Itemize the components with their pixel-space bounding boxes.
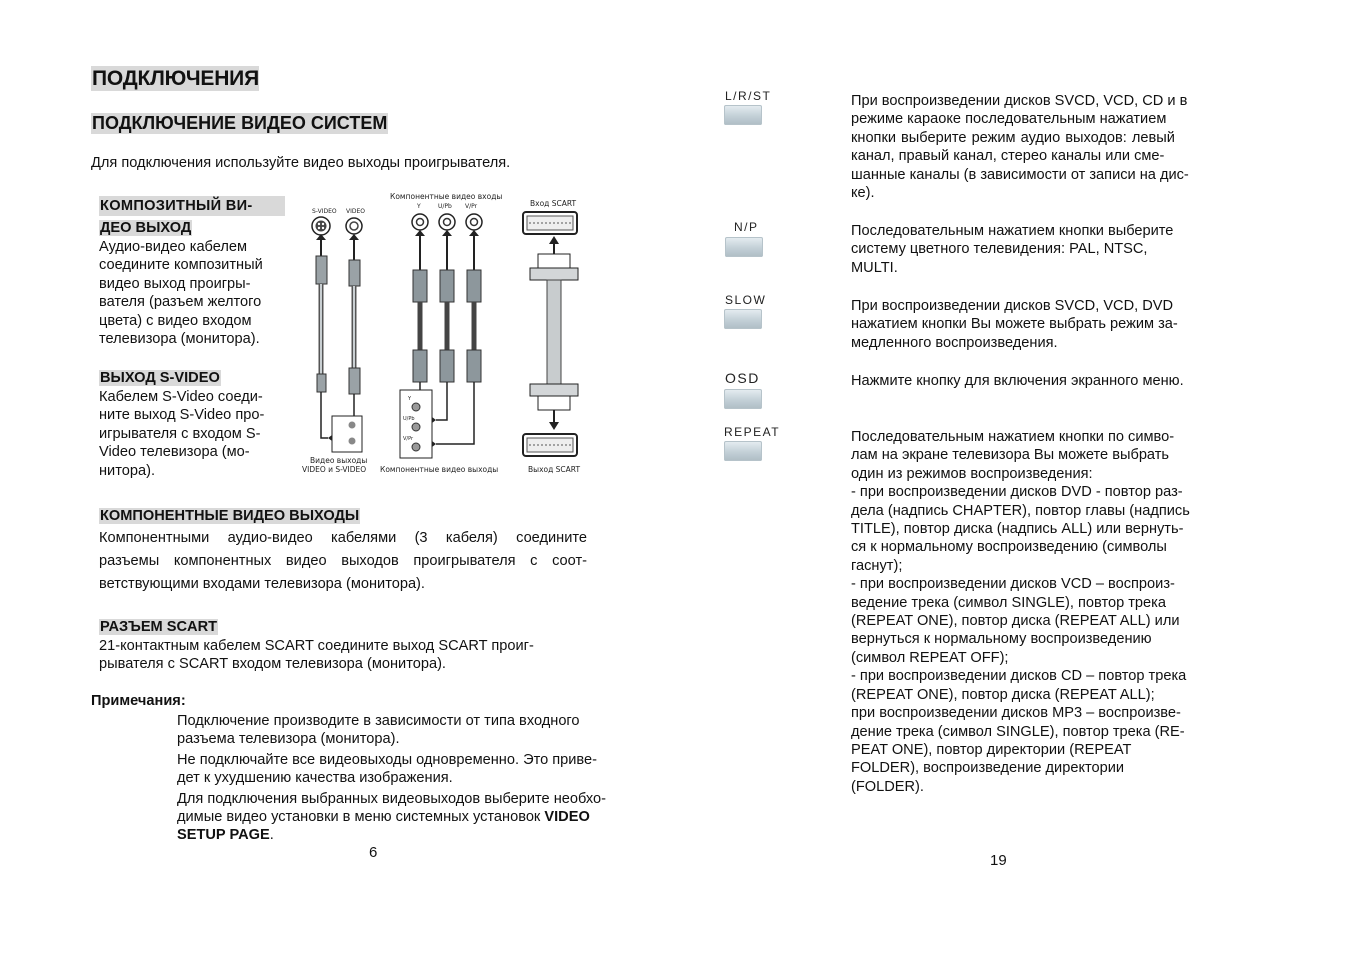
text-line: кнопки выберите режим аудио выходов: левый — [851, 129, 1175, 146]
osd-button-icon — [724, 389, 762, 409]
text-line: вернуться к нормальному воспроизведению — [851, 631, 1152, 648]
component-section — [99, 507, 587, 596]
text-line: (REPEAT ONE), повтор диска (REPEAT ALL) или — [851, 613, 1180, 630]
text-line: нитора). — [99, 462, 155, 479]
text-line: телевизора (монитора). — [99, 331, 260, 348]
composite-heading-line2: ДЕО ВЫХОД — [100, 220, 192, 236]
text-line: систему цветного телевидения: PAL, NTSC, — [851, 241, 1148, 258]
text-line: Последовательным нажатием кнопки выберите — [851, 223, 1174, 239]
text-line: нажатием кнопки Вы можете выбрать режим за- — [851, 316, 1178, 333]
component-text — [99, 527, 587, 596]
lrst-button-icon — [724, 105, 762, 125]
player-video-outputs — [328, 416, 362, 452]
notes-heading: Примечания: — [91, 693, 186, 709]
text-line — [177, 826, 657, 844]
notes-text — [177, 712, 657, 845]
component-inputs-label: Компонентные видео входы — [390, 192, 503, 201]
svideo-input-jack — [312, 217, 330, 235]
np-description — [851, 222, 1231, 277]
text-line-part: димые видео установки в меню системных установок — [177, 809, 541, 826]
text-line: шанные каналы (в зависимости от записи на дис- — [851, 166, 1189, 183]
slow-label: SLOW — [725, 293, 767, 307]
text-line: ветствующими входами телевизора (монитора). — [99, 576, 425, 592]
player-component-outputs — [400, 390, 436, 458]
text-line: гаснут); — [851, 557, 903, 574]
text-line: видео выход проигры- — [99, 275, 251, 292]
video-input-jack — [346, 218, 362, 234]
connection-diagram — [296, 188, 596, 480]
y-label-top: Y — [417, 203, 421, 210]
text-line: При воспроизведении дисков SVCD, VCD, CD и в — [851, 93, 1188, 109]
text-line: Аудио-видео кабелем — [99, 239, 248, 255]
component-input-jacks — [412, 214, 482, 230]
text-line: - при воспроизведении дисков CD – повтор трека — [851, 668, 1187, 685]
text-line: дение трека (символ SINGLE), повтор трека (RE- — [851, 723, 1185, 740]
text-line: ке). — [851, 185, 875, 202]
text-line: Не подключайте все видеовыходы одновременно. Это приве- — [177, 751, 597, 768]
text-line: При воспроизведении дисков SVCD, VCD, DVD — [851, 298, 1174, 314]
text-line: (символ REPEAT OFF); — [851, 649, 1009, 666]
svideo-text — [99, 388, 289, 480]
np-label: N/P — [734, 220, 759, 234]
text-line — [177, 808, 657, 826]
scart-text — [99, 637, 589, 674]
scart-section — [99, 618, 589, 674]
text-line: TITLE), повтор диска (надпись ALL) или вернуть- — [851, 521, 1184, 538]
text-line: соедините композитный — [99, 257, 263, 274]
video-cable — [349, 234, 360, 416]
text-line: цвета) с видео входом — [99, 312, 252, 329]
text-line: при воспроизведении дисков MP3 – воспроизве- — [851, 705, 1181, 722]
text-line: лам на экране телевизора Вы можете выбрать — [851, 447, 1170, 464]
upb-label-bottom: U/Pb — [403, 416, 415, 422]
composite-heading — [99, 196, 285, 216]
bold-term: VIDEO — [544, 809, 590, 826]
component-heading: КОМПОНЕНТНЫЕ ВИДЕО ВЫХОДЫ — [100, 508, 360, 524]
text-line: (FOLDER). — [851, 778, 924, 795]
scart-out-label: Выход SCART — [528, 465, 581, 474]
text-line: - при воспроизведении дисков VCD – воспроиз- — [851, 576, 1175, 593]
osd-description — [851, 372, 1231, 390]
text-line: Video телевизора (мо- — [99, 444, 250, 461]
page-number-right: 19 — [990, 852, 1007, 869]
text-line: 21-контактным кабелем SCART соедините выход SCART проиг- — [99, 638, 534, 654]
slow-button-icon — [724, 309, 762, 329]
y-label-bottom: Y — [408, 396, 412, 402]
scart-in-label: Вход SCART — [530, 199, 577, 208]
section-title: ПОДКЛЮЧЕНИЕ ВИДЕО СИСТЕМ — [92, 113, 388, 133]
lrst-description — [851, 92, 1231, 202]
intro-text: Для подключения используйте видео выходы проигрывателя. — [91, 155, 511, 171]
repeat-description — [851, 428, 1236, 796]
video-label: VIDEO — [346, 208, 366, 215]
text-line: Кабелем S-Video соеди- — [99, 389, 263, 405]
text-line: вателя (разъем желтого — [99, 294, 262, 311]
text-line: ся к нормальному воспроизведению (символы — [851, 539, 1167, 556]
text-line: один из режимов воспроизведения: — [851, 465, 1093, 482]
text-line: ните выход S-Video про- — [99, 407, 265, 424]
svideo-cable — [316, 234, 328, 438]
text-line: дела (надпись CHAPTER), повтор главы (надпись — [851, 502, 1190, 519]
text-line: FOLDER), воспроизведение директории — [851, 760, 1125, 777]
text-line: дет к ухудшению качества изображения. — [177, 770, 453, 787]
component-outputs-label: Компонентные видео выходы — [380, 465, 499, 474]
repeat-label: REPEAT — [724, 425, 781, 439]
text-line: Компонентными аудио-видео кабелями (3 кабеля) соедините — [99, 530, 587, 546]
repeat-button-icon — [724, 441, 762, 461]
np-button-icon — [725, 237, 763, 257]
page-number-left: 6 — [369, 844, 378, 861]
text-line: (REPEAT ONE), повтор диска (REPEAT ALL); — [851, 686, 1155, 703]
composite-section — [99, 196, 285, 348]
video-outputs-label: Видео выходы — [310, 456, 368, 465]
scart-heading: РАЗЪЕМ SCART — [100, 619, 218, 635]
text-line: рывателя с SCART входом телевизора (монитора). — [99, 656, 446, 673]
composite-text — [99, 238, 285, 348]
text-line: PEAT ONE), повтор директории (REPEAT — [851, 741, 1132, 758]
text-line: ведение трека (символ SINGLE), повтор трека — [851, 594, 1166, 611]
text-line: Для подключения выбранных видеовыходов выберите необхо- — [177, 790, 606, 807]
scart-cable — [523, 212, 578, 456]
text-line: Последовательным нажатием кнопки по симво- — [851, 429, 1175, 445]
text-period: . — [269, 827, 274, 844]
vpr-label-bottom: V/Pr — [403, 436, 414, 442]
text-line: игрывателя с входом S- — [99, 425, 261, 442]
svideo-heading: ВЫХОД S-VIDEO — [100, 370, 220, 386]
text-line: Нажмите кнопку для включения экранного меню. — [851, 373, 1184, 389]
text-line: канал, правый канал, стерео каналы или сме- — [851, 148, 1165, 165]
slow-description — [851, 297, 1231, 352]
lrst-label: L/R/ST — [725, 89, 772, 103]
text-line: режиме караоке последовательным нажатием — [851, 111, 1167, 128]
upb-label-top: U/Pb — [438, 203, 452, 210]
text-line: MULTI. — [851, 259, 898, 276]
composite-heading-line1: КОМПОЗИТНЫЙ ВИ- — [100, 198, 253, 214]
text-line: разъема телевизора (монитора). — [177, 731, 400, 748]
text-line: медленного воспроизведения. — [851, 334, 1058, 351]
osd-label: OSD — [725, 370, 760, 386]
svideo-section — [99, 369, 289, 480]
text-line: - при воспроизведении дисков DVD - повтор раз- — [851, 484, 1183, 501]
video-outputs-label-2: VIDEO и S-VIDEO — [302, 465, 367, 474]
text-line: разъемы компонентных видео выходов проигрывателя с соот- — [99, 553, 587, 569]
vpr-label-top: V/Pr — [465, 203, 478, 210]
page-title: ПОДКЛЮЧЕНИЯ — [92, 67, 259, 90]
svideo-label: S-VIDEO — [312, 208, 337, 215]
bold-term: SETUP PAGE — [177, 827, 270, 844]
text-line: Подключение производите в зависимости от типа входного — [177, 713, 580, 729]
